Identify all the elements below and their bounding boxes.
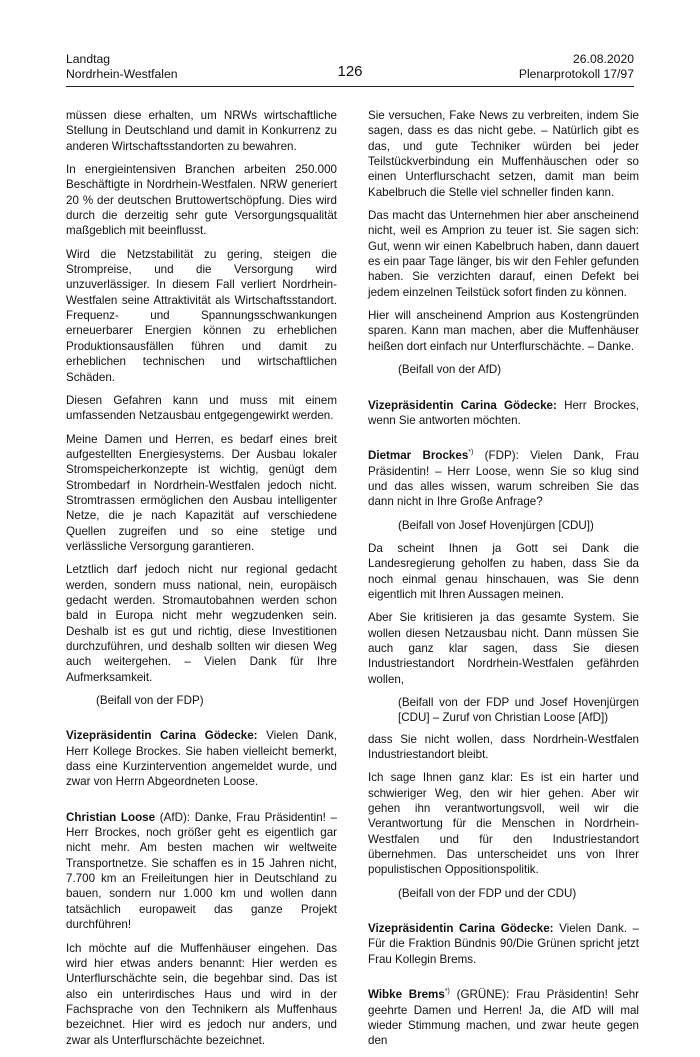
applause-note: (Beifall von der FDP und Josef Hovenjürgen [CDU] – Zuruf von Christian Loose [AfD]) [398,696,639,725]
speech-block [368,921,639,967]
paragraph: Hier will anscheinend Amprion aus Kostengründen sparen. Kann man machen, aber die Muffenhäuser heißen dort einfach nur Unterflurschächte. – Danke. [368,309,639,353]
paragraph: Letztlich darf jedoch nicht nur regional gedacht werden, sondern muss national, nein, europäisch gedacht werden. Stromautobahnen werden schon bald in Europa nicht mehr wegzudenken sein. Deshalb ist es gut und richtig, diese Investitionen durchzuführen, und deshalb sollten wir diesen Weg auch weitergehen. – Vielen Dank für Ihre Aufmerksamkeit. [66,563,337,684]
paragraph: Wird die Netzstabilität zu gering, steigen die Strompreise, und die Versorgung wird unzuverlässiger. In diesem Fall verliert Nordrhein-Westfalen seine Attraktivität als Wirtschaftsstandort. Frequenz- und Spannungsschwankungen erneuerbarer Energien können zu erheblichen Produktionsausfällen führen und damit zu erheblichen technischen und wirtschaftlichen Schäden. [66,247,337,384]
speech-text: (GRÜNE): Frau Präsidentin! Sehr geehrte Damen und Herren! Ja, die AfD will mal wieder Stimmung machen, und zwar heute gegen den [368,988,640,1048]
paragraph: Meine Damen und Herren, es bedarf eines breit aufgestellten Energiesystems. Der Ausbau lokaler Stromspeicherkonzepte ist wichtig, genügt dem Strombedarf in Nordrhein-Westfalen jedoch nicht. Stromtrassen ermöglichen den Ausbau intelligenter Netze, die je nach Kapazität auf verschiedene Quellen zugreifen und so eine stetige und verlässliche Versorgung garantieren. [66,432,337,553]
speech-text: Vielen Dank. – Für die Fraktion Bündnis 90/Die Grünen spricht jetzt Frau Kollegin Brems. [368,922,639,966]
paragraph: Aber Sie kritisieren ja das gesamte System. Sie wollen diesen Netzausbau nicht. Dann müssen Sie auch ganz klar sagen, dass Sie diesen Industriestandort Nordrhein-Westfalen gefährden wollen, [368,611,639,686]
speaker-name: Vizepräsidentin Carina Gödecke: [66,729,258,743]
paragraph: In energieintensiven Branchen arbeiten 250.000 Beschäftigte in Nordrhein-Westfalen. NRW generiert 20 % der deutschen Bruttowertschöpfung. Dies wird durch die derzeitig sehr gute Versorgungsqualität maßgeblich mit beeinflusst. [66,163,337,238]
paragraph: dass Sie nicht wollen, dass Nordrhein-Westfalen Industriestandort bleibt. [368,732,639,762]
state-name: Nordrhein-Westfalen [66,67,178,81]
header-right [519,52,634,82]
paragraph: Ich möchte auf die Muffenhäuser eingehen. Das wird hier etwas anders benannt: Hier werden es Unterflurschächte sein, die begehbar sind. Das ist also ein unterirdisches Haus und wird in der Fachsprache von den Technikern als Muffenhaus bezeichnet. Hier wird es jedoch nur anders, und zwar als Unterflurschächte bezeichnet. [66,941,337,1047]
parliament-name: Landtag [66,52,111,66]
applause-note: (Beifall von Josef Hovenjürgen [CDU]) [398,518,594,532]
speech-block [368,987,639,1048]
paragraph: Ich sage Ihnen ganz klar: Es ist ein harter und schwieriger Weg, den wir hier gehen. Aber wir gehen ihn verantwortungsvoll, weil wir die Verantwortung für die Menschen in Nordrhein-Westfalen und für den Industriestandort übernehmen. Das unterscheidet uns von Ihrer populistischen Oppositionspolitik. [368,771,639,877]
speech-block [368,398,639,429]
applause-note: (Beifall von der FDP und der CDU) [398,886,577,900]
header-rule [66,86,634,87]
session-date: 26.08.2020 [573,52,634,66]
right-column [368,108,639,1057]
footnote-marker: *) [444,988,450,996]
speaker-name: Wibke Brems [368,988,445,1002]
speaker-name: Vizepräsidentin Carina Gödecke: [368,398,557,412]
paragraph: Diesen Gefahren kann und muss mit einem umfassenden Netzausbau entgegengewirkt werden. [66,393,337,423]
applause-note: (Beifall von der AfD) [398,363,502,377]
speaker-name: Christian Loose [66,810,156,824]
protocol-number: Plenarprotokoll 17/97 [518,67,634,81]
speech-text: Vielen Dank, Herr Kollege Brockes. Sie haben vielleicht bemerkt, dass eine Kurzintervention angemeldet wurde, und zwar von Herrn Abgeordneten Loose. [66,729,337,789]
speech-text: (FDP): Vielen Dank, Frau Präsidentin! – Herr Loose, wenn Sie so klug sind und das alles wissen, warum schreiben Sie das dann nicht in Ihre Große Anfrage? [368,449,639,509]
paragraph: Sie versuchen, Fake News zu verbreiten, indem Sie sagen, dass es das nicht gebe. – Natürlich gibt es das, und gute Techniker würden bei jeder Teilstückverbindung ein Muffenhäuschen oder so einen Unterflurschacht setzen, damit man beim Kabelbruch die Stelle viel schneller finden kann. [368,109,639,199]
speaker-name: Dietmar Brockes [368,449,469,463]
speech-text: Herr Brockes, wenn Sie antworten möchten. [368,398,639,427]
page-number: 126 [337,63,363,80]
paragraph: müssen diese erhalten, um NRWs wirtschaftliche Stellung in Deutschland und damit in Konkurrenz zu anderen Wirtschaftsstandorten zu bewahren. [66,109,337,153]
footnote-marker: *) [468,449,474,457]
applause-note: (Beifall von der FDP) [96,694,204,708]
left-column [66,108,337,1056]
speech-block [368,448,639,509]
paragraph: Das macht das Unternehmen hier aber anscheinend nicht, weil es Amprion zu teuer ist. Sie sagen sich: Gut, wenn wir einen Kabelbruch haben, dann dauert es ein paar Tage länger, bis wir den Fehler gefunden haben. Sie verzichten darauf, einen Defekt bei jedem einzelnen Teilstück sofort finden zu können. [368,209,639,299]
speaker-name: Vizepräsidentin Carina Gödecke: [368,922,554,936]
speech-text: (AfD): Danke, Frau Präsidentin! – Herr Brockes, noch größer geht es eigentlich gar nicht mehr. Am besten machen wir weltweite Transportnetze. Sie schaffen es in 15 Jahren nicht, 7.700 km an Freileitungen hier in Deutschland zu bauen, sondern nur 1.000 km und wollen dann tatsächlich europaweit das ganze Projekt durchführen! [66,810,337,932]
speech-block [66,728,337,789]
speech-block [66,810,337,933]
paragraph: Da scheint Ihnen ja Gott sei Dank die Landesregierung geholfen zu haben, dass Sie da noch einmal genau hinschauen, was Sie denn eigentlich mit Ihren Aussagen meinen. [368,541,639,601]
